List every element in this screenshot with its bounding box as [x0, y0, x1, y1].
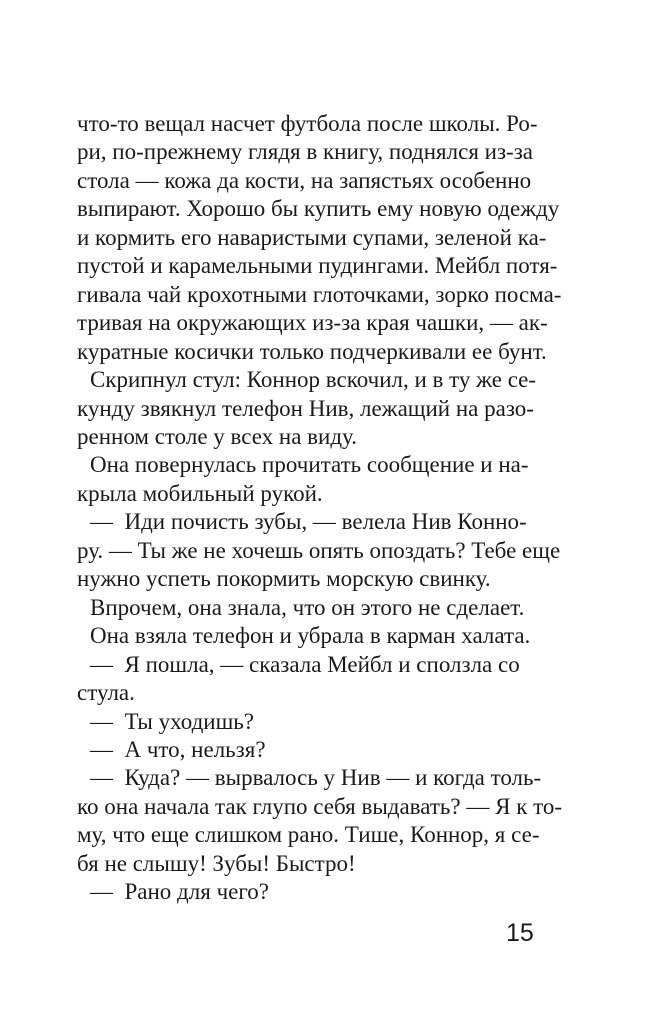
text-line: выпирают. Хорошо бы купить ему новую одежду: [77, 196, 560, 222]
paragraph-dialogue: [77, 508, 563, 593]
text-line: му, что еще слишком рано. Тише, Коннор, я се-: [77, 822, 540, 848]
text-line: — Ты уходишь?: [90, 708, 254, 734]
text-line: крыла мобильный рукой.: [77, 480, 323, 506]
text-line: гивала чай крохотными глоточками, зорко посма-: [77, 281, 562, 307]
page-text: [77, 110, 563, 907]
text-line: тривая на окружающих из-за края чашки, — ак-: [77, 310, 548, 336]
text-line: ренном столе у всех на виду.: [77, 423, 357, 449]
text-line: стола — кожа да кости, на запястьях особенно: [77, 167, 532, 193]
text-line: Скрипнул стул: Коннор вскочил, и в ту же се-: [90, 367, 537, 393]
paragraph: [77, 366, 563, 451]
text-line: пустой и карамельными пудингами. Мейбл потя-: [77, 253, 558, 279]
text-line: и кормить его наваристыми супами, зеленой ка-: [77, 224, 547, 250]
text-line: куратные косички только подчеркивали ее бунт.: [77, 338, 547, 364]
text-line: Она взяла телефон и убрала в карман халата.: [90, 623, 531, 649]
paragraph-dialogue: [77, 764, 563, 878]
text-line: — А что, нельзя?: [90, 736, 266, 762]
paragraph: [77, 594, 563, 622]
text-line: кунду звякнул телефон Нив, лежащий на разо-: [77, 395, 534, 421]
text-line: — Иди почисть зубы, — велела Нив Конно-: [90, 509, 527, 535]
text-line: ру. — Ты же не хочешь опять опоздать? Тебе еще: [77, 537, 561, 563]
paragraph-dialogue: [77, 878, 563, 906]
text-line: Впрочем, она знала, что он этого не сделает.: [90, 594, 525, 620]
paragraph: [77, 622, 563, 650]
page-number: 15: [506, 919, 534, 947]
text-line: что-то вещал насчет футбола после школы. Ро-: [77, 111, 538, 136]
text-line: — Рано для чего?: [90, 879, 269, 905]
text-line: Она повернулась прочитать сообщение и на-: [90, 452, 529, 478]
paragraph-dialogue: [77, 651, 563, 708]
paragraph: [77, 110, 563, 366]
text-line: — Я пошла, — сказала Мейбл и сползла со: [90, 651, 520, 677]
text-line: стула.: [77, 680, 135, 706]
text-line: — Куда? — вырвалось у Нив — и когда толь-: [90, 765, 542, 791]
paragraph-dialogue: [77, 708, 563, 736]
paragraph-dialogue: [77, 736, 563, 764]
text-line: ко она начала так глупо себя выдавать? — Я к то-: [77, 793, 563, 819]
text-line: нужно успеть покормить морскую свинку.: [77, 566, 491, 592]
text-line: ри, по-прежнему глядя в книгу, поднялся из-за: [77, 139, 533, 165]
text-line: бя не слышу! Зубы! Быстро!: [77, 850, 356, 876]
paragraph: [77, 451, 563, 508]
